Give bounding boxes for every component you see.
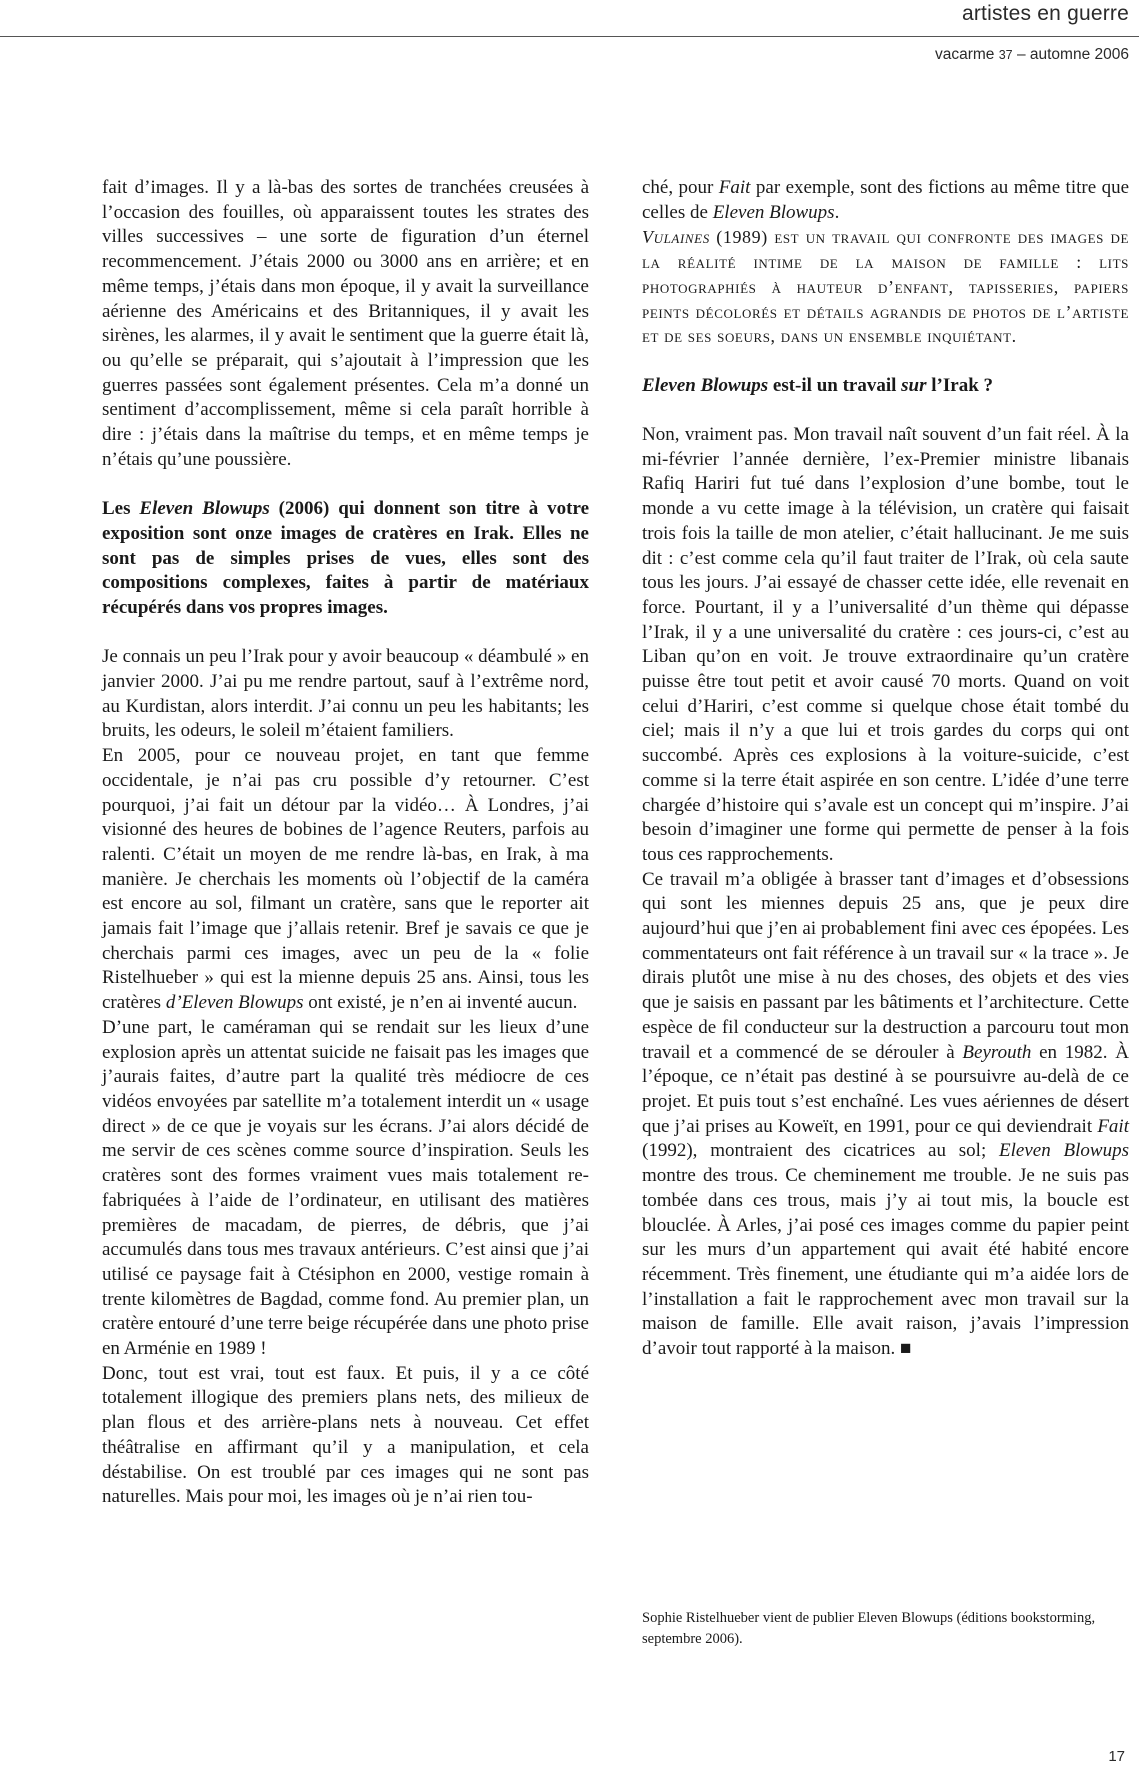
end-mark: ■	[900, 1338, 912, 1360]
page-number: 17	[1108, 1748, 1125, 1765]
author-footnote: Sophie Ristelhueber vient de publier Eleven Blowups (éditions bookstorming, septembre 2006).	[642, 1610, 1096, 1647]
paragraph: Je connais un peu l’Irak pour y avoir beaucoup « déambulé » en janvier 2000. J’ai pu me rendre partout, sauf à l’extrême nord, au Kurdistan, alors interdit. J’ai connu un peu les habitants; les bruits, les odeurs, le soleil m’étaient familiers.	[102, 646, 589, 742]
issue-suffix: – automne 2006	[1016, 46, 1129, 63]
interview-question: Eleven Blowups est-il un travail sur l’Irak ?	[642, 374, 994, 396]
paragraph: D’une part, le caméraman qui se rendait sur les lieux d’une explosion après un attentat suicide ne faisait pas les images que j’aurais faites, d’autre part la qualité très médiocre de ces vidéos envoyées par satellite m’a totalement interdit un « usage direct » de ce que je voyais sur les écrans. J’ai alors décidé de me servir de ces scènes comme source d’inspiration. Seuls les cratères sont des formes vraiment vues mais totalement re-fabriquées à l’aide de l’ordinateur, en utilisant des matières premières de macadam, de pierres, de débris, que j’ai accumulés dans tous mes travaux antérieurs. C’est ainsi que j’ai utilisé ce paysage fait à Ctésiphon en 2000, vestige romain à trente kilomètres de Bagdad, comme fond. Au premier plan, un cratère entouré d’une terre beige récupérée dans une photo prise en Arménie en 1989 !	[102, 1016, 589, 1360]
issue-prefix: vacarme	[934, 46, 995, 63]
paragraph: Donc, tout est vrai, tout est faux. Et puis, il y a ce côté totalement illogique des premiers plans nets, des milieux de plan flous et des arrière-plans nets à nouveau. Cet effet théâtralise en affirmant qu’il y a manipulation, et cela déstabilise. On est troublé par ces images qui ne sont pas naturelles. Mais pour moi, les images où je n’ai rien tou-	[102, 1362, 589, 1508]
paragraph: fait d’images. Il y a là-bas des sortes de tranchées creusées à l’occasion des fouilles, où apparaissent toutes les strates des villes successives – une sorte de figuration d’un éternel recommencement. J’étais 2000 ou 3000 ans en arrière; et en même temps, j’étais dans mon époque, il y avait la surveillance aérienne des Américains et des Britanniques, il y avait les sirènes, les alarmes, il y avait le sentiment que la guerre était là, ou qu’elle se préparait, qui s’ajoutait à l’impression que les guerres passées sont également présentes. Cela m’a donné un sentiment d’accomplissement, même si cela paraît horrible à dire : j’étais dans la maîtrise du temps, et en même temps je n’étais qu’une poussière.	[102, 177, 589, 470]
section-title: artistes en guerre	[961, 2, 1129, 25]
paragraph: Ce travail m’a obligée à brasser tant d’images et d’obsessions qui sont les miennes depuis 25 ans, que je peux dire aujourd’hui que j’en ai probablement fini avec ces épopées. Les commentateurs ont fait référence à un travail sur « la trace ». Je dirais plutôt une mise à nu des choses, des objets et des vies que je saisis en passant par les bâtiments et l’architecture. Cette espèce de fil conducteur sur la destruction a parcouru tout mon travail et a commencé de se dérouler à Beyrouth en 1982. À l’époque, ce n’était pas destiné à se poursuivre au-delà de ce projet. Et puis tout s’est enchaîné. Les vues aériennes de désert que j’ai prises au Koweït, en 1991, pour ce qui deviendrait Fait (1992), montraient des cicatrices au sol; Eleven Blowups montre des trous. Ce cheminement me trouble. Je ne suis pas tombée dans ces trous, mais j’y ai tout mis, la boucle est blouclée. À Arles, j’ai posé ces images comme du papier peint sur les murs d’un appartement qui avait été habité encore récemment. Très finement, une étudiante qui m’a aidée lors de l’installation a fait le rapprochement avec mon travail sur la maison de famille. Elle avait raison, j’avais l’impression d’avoir tout rapporté à la maison. ■	[642, 868, 1129, 1360]
issue-number: 37	[998, 48, 1013, 62]
paragraph: En 2005, pour ce nouveau projet, en tant que femme occidentale, je n’ai pas cru possible d’y retourner. C’est pourquoi, j’ai fait un détour par la vidéo… À Londres, j’ai visionné des heures de bobines de l’agence Reuters, parfois au ralenti. C’était un moyen de me rendre là-bas, en Irak, à ma manière. Je cherchais les moments où l’objectif de la caméra est encore au sol, filmant un cratère, sans que le reporter ait jamais fait l’image que j’allais retenir. Bref je savais ce que je cherchais parmi ces images, avec un peu de la « folie Ristelhueber » qui est la mienne depuis 25 ans. Ainsi, tous les cratères d’Eleven Blowups ont existé, je n’en ai inventé aucun.	[102, 745, 589, 1014]
issue-line	[935, 46, 1129, 64]
left-column	[102, 176, 589, 1510]
paragraph: ché, pour Fait par exemple, sont des fictions au même titre que celles de Eleven Blowups.	[642, 177, 1129, 223]
right-column	[642, 176, 1129, 1362]
interview-question: Les Eleven Blowups (2006) qui donnent son titre à votre exposition sont onze images de cratères en Irak. Elles ne sont pas de simples prises de vues, elles sont des compositions complexes, faites à partir de matériaux récupérés dans vos propres images.	[102, 498, 590, 618]
image-caption: Vulaines (1989) est un travail qui confronte des images de la réalité intime de la maison de famille : lits photographiés à hauteur d’enfant, tapisseries, papiers peints décolorés et détails agrandis de photos de l’artiste et de ses soeurs, dans un ensemble inquiétant.	[642, 227, 1129, 347]
paragraph: Non, vraiment pas. Mon travail naît souvent d’un fait réel. À la mi-février l’année dernière, l’ex-Premier ministre libanais Rafiq Hariri fut tué dans l’explosion d’une bombe, tout le monde a vu cette image à la télévision, un cratère qui faisait trois fois la taille de mon atelier, c’était hallucinant. Je me suis dit : c’est comme cela qu’il faut traiter de l’Irak, où cela saute tous les jours. J’ai essayé de chasser cette idée, elle revenait en force. Pourtant, il y a l’universalité d’un thème qui dépasse l’Irak, il y a une universalité du cratère : ces jours-ci, c’est au Liban qu’on en voit. Je trouve extraordinaire qu’un cratère puisse être tout petit et avoir causé 70 morts. Quand on voit celui d’Hariri, c’est comme si quelque chose était tombé du ciel; mais il n’y a que lui et trois gardes du corps qui ont succombé. Après ces explosions à la voiture-suicide, c’est comme si la terre était aspirée en son centre. L’idée d’une terre chargée d’histoire qui s’avale est un concept qui m’inspire. J’ai besoin d’imaginer une forme qui permette de penser à la fois tous ces rapprochements.	[642, 424, 1129, 865]
header-rule	[0, 36, 1139, 37]
